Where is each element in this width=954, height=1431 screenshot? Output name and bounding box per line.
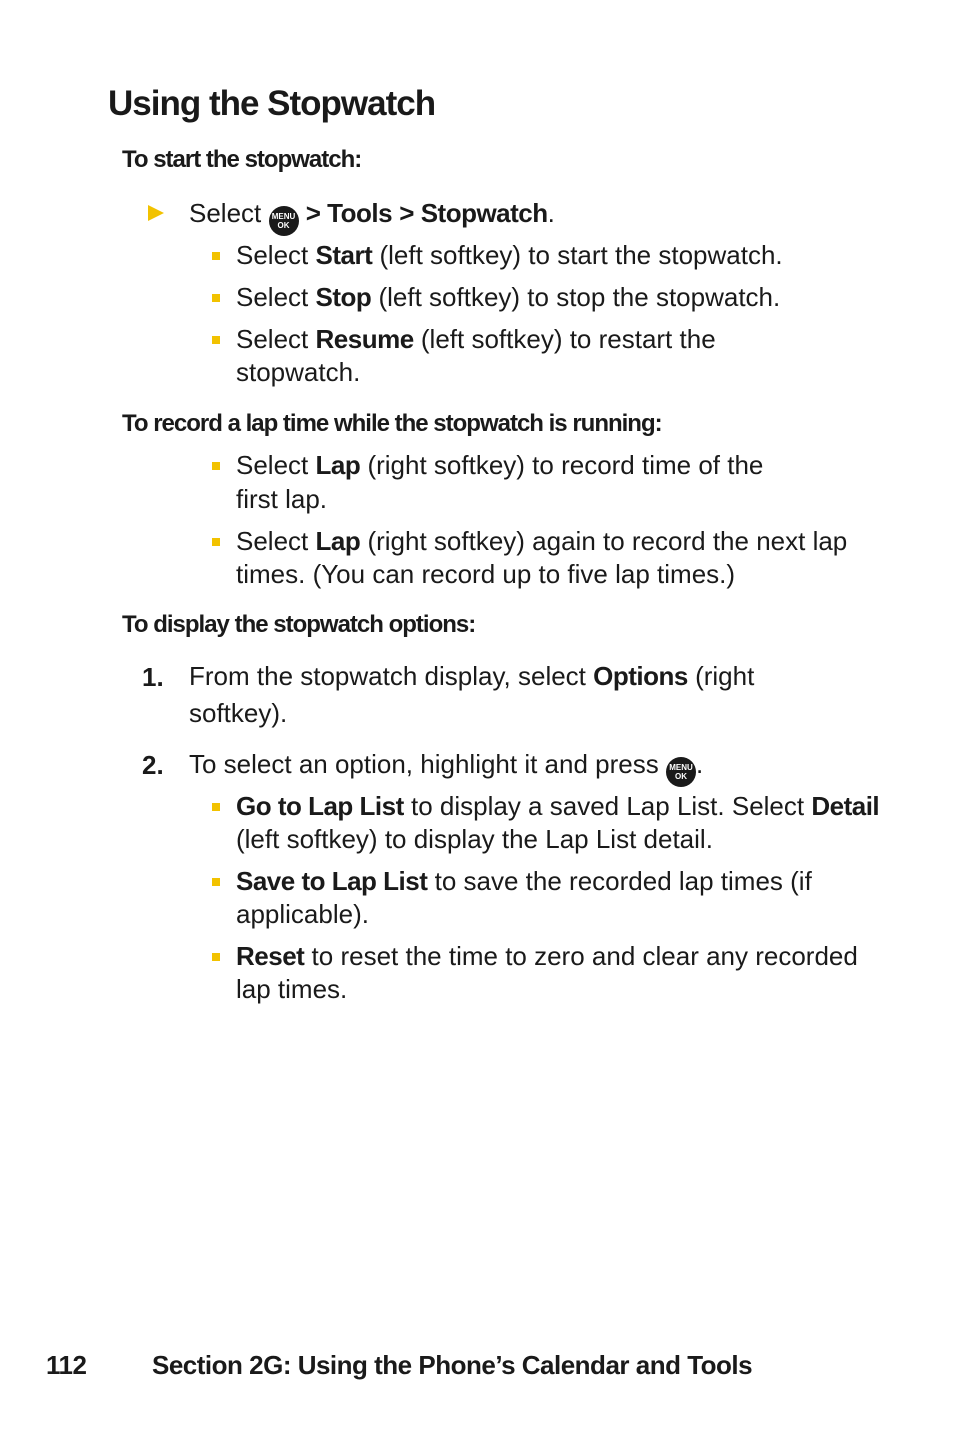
section-heading-start: To start the stopwatch: <box>122 146 362 173</box>
list-item-continuation: first lap. <box>236 484 328 514</box>
numbered-step: From the stopwatch display, select Options (right <box>189 661 755 691</box>
list-item-continuation: lap times. <box>236 974 348 1004</box>
arrow-bullet-icon <box>148 205 164 221</box>
bullet-icon <box>212 953 220 961</box>
bullet-icon <box>212 538 220 546</box>
list-item: Select Stop (left softkey) to stop the stopwatch. <box>236 282 781 312</box>
bullet-icon <box>212 462 220 470</box>
menu-ok-key-icon: MENU OK <box>269 206 299 236</box>
footer-section-title: Section 2G: Using the Phone’s Calendar and Tools <box>152 1350 753 1380</box>
list-item-continuation: (left softkey) to display the Lap List detail. <box>236 824 713 854</box>
menu-ok-key-icon: MENU OK <box>666 757 696 787</box>
path-stopwatch: > Stopwatch <box>399 198 548 228</box>
bullet-icon <box>212 336 220 344</box>
list-item-continuation: stopwatch. <box>236 357 361 387</box>
list-item: Save to Lap List to save the recorded lap times (if <box>236 866 812 896</box>
path-tools: > Tools <box>305 198 393 228</box>
step-select-path: Select MENU OK > Tools > Stopwatch. <box>189 197 555 236</box>
bullet-icon <box>212 803 220 811</box>
numbered-step-continuation: softkey). <box>189 698 288 728</box>
step-select-label: Select <box>189 198 262 228</box>
list-item: Go to Lap List to display a saved Lap List. Select Detail <box>236 791 880 821</box>
page-title: Using the Stopwatch <box>108 84 436 123</box>
list-item-continuation: applicable). <box>236 899 369 929</box>
list-item-continuation: times. (You can record up to five lap times.) <box>236 559 736 589</box>
list-item: Select Start (left softkey) to start the stopwatch. <box>236 240 783 270</box>
bullet-icon <box>212 878 220 886</box>
section-heading-lap: To record a lap time while the stopwatch is running: <box>122 410 662 437</box>
numbered-step: To select an option, highlight it and press MENU OK . <box>189 748 703 787</box>
list-item: Select Lap (right softkey) again to record the next lap <box>236 526 848 556</box>
bullet-icon <box>212 294 220 302</box>
section-heading-options: To display the stopwatch options: <box>122 611 476 638</box>
list-item: Select Resume (left softkey) to restart the <box>236 324 716 354</box>
page-number: 112 <box>46 1350 87 1380</box>
bullet-icon <box>212 252 220 260</box>
list-item: Reset to reset the time to zero and clear any recorded <box>236 941 858 971</box>
step-number: 2. <box>142 750 164 780</box>
list-item: Select Lap (right softkey) to record time of the <box>236 450 764 480</box>
step-number: 1. <box>142 662 164 692</box>
